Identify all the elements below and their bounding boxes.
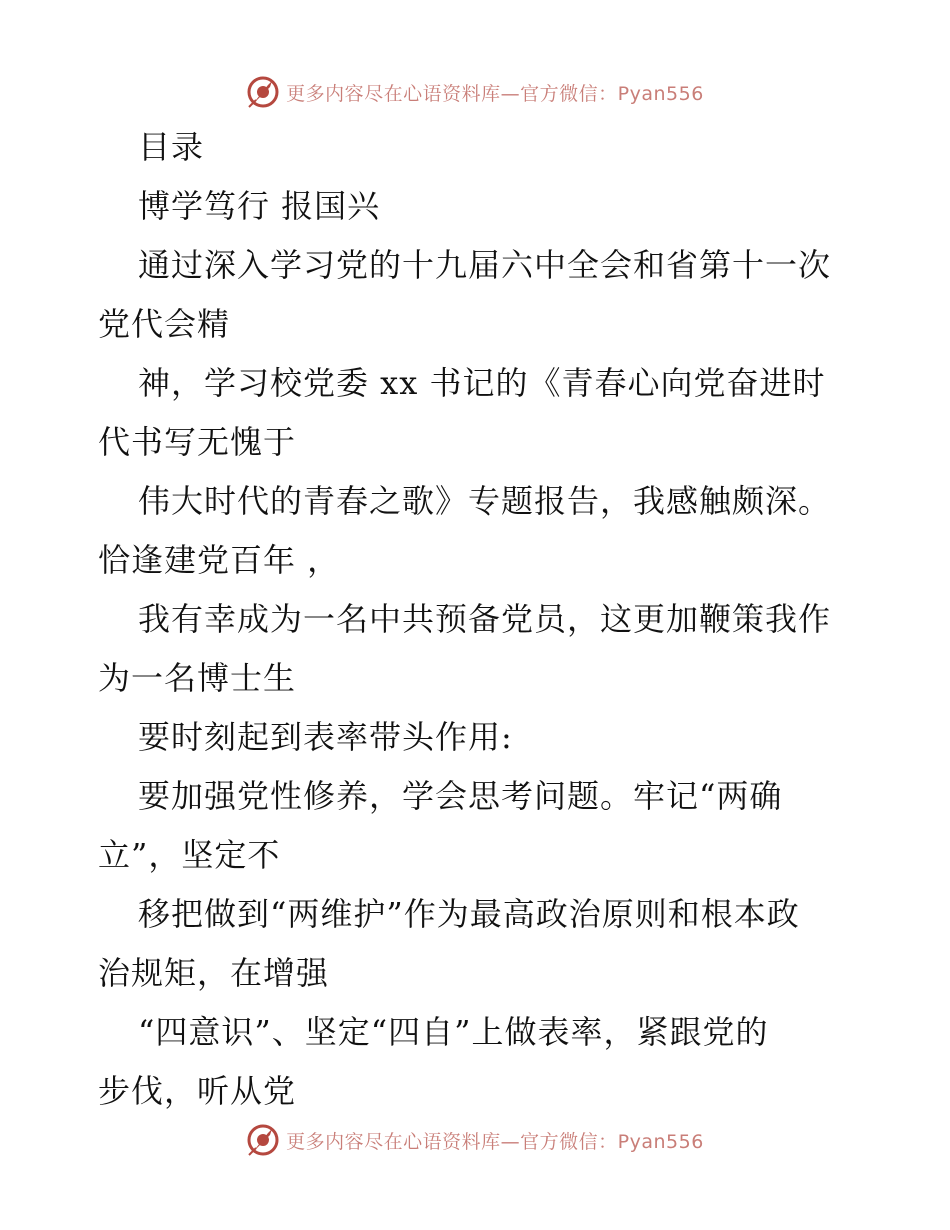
header-watermark-banner (0, 72, 950, 112)
body-line: 步伐，听从党 (98, 1072, 297, 1110)
body-line: 治规矩，在增强 (98, 954, 330, 992)
body-line: 通过深入学习党的十九届六中全会和省第十一次 (138, 246, 832, 284)
body-line: 党代会精 (98, 305, 231, 343)
footer-watermark-banner (0, 1120, 950, 1160)
body-line: 要加强党性修养，学会思考问题。牢记“两确 (138, 777, 783, 815)
quill-pen-logo-icon (246, 75, 280, 109)
document-body (98, 118, 858, 1121)
body-line: 移把做到“两维护”作为最高政治原则和根本政 (138, 895, 800, 933)
body-line: 神，学习校党委 xx 书记的《青春心向党奋进时 (138, 364, 826, 402)
body-line: 代书写无愧于 (98, 423, 297, 461)
body-line: 要时刻起到表率带头作用: (138, 718, 513, 756)
body-line: 立”，坚定不 (98, 836, 281, 874)
body-line: 为一名博士生 (98, 659, 297, 697)
quill-pen-logo-icon (246, 1123, 280, 1157)
body-line: 目录 (138, 128, 205, 166)
body-line: 我有幸成为一名中共预备党员，这更加鞭策我作 (138, 600, 832, 638)
body-line: 博学笃行 报国兴 (138, 187, 381, 225)
footer-watermark-text: 更多内容尽在心语资料库—官方微信：Pyan556 (286, 1130, 704, 1153)
body-line: 恰逢建党百年 ， (98, 541, 341, 579)
body-line: 伟大时代的青春之歌》专题报告，我感触颇深。 (138, 482, 832, 520)
header-watermark-text: 更多内容尽在心语资料库—官方微信：Pyan556 (286, 82, 704, 105)
body-line: “四意识”、坚定“四自”上做表率，紧跟党的 (138, 1013, 769, 1051)
